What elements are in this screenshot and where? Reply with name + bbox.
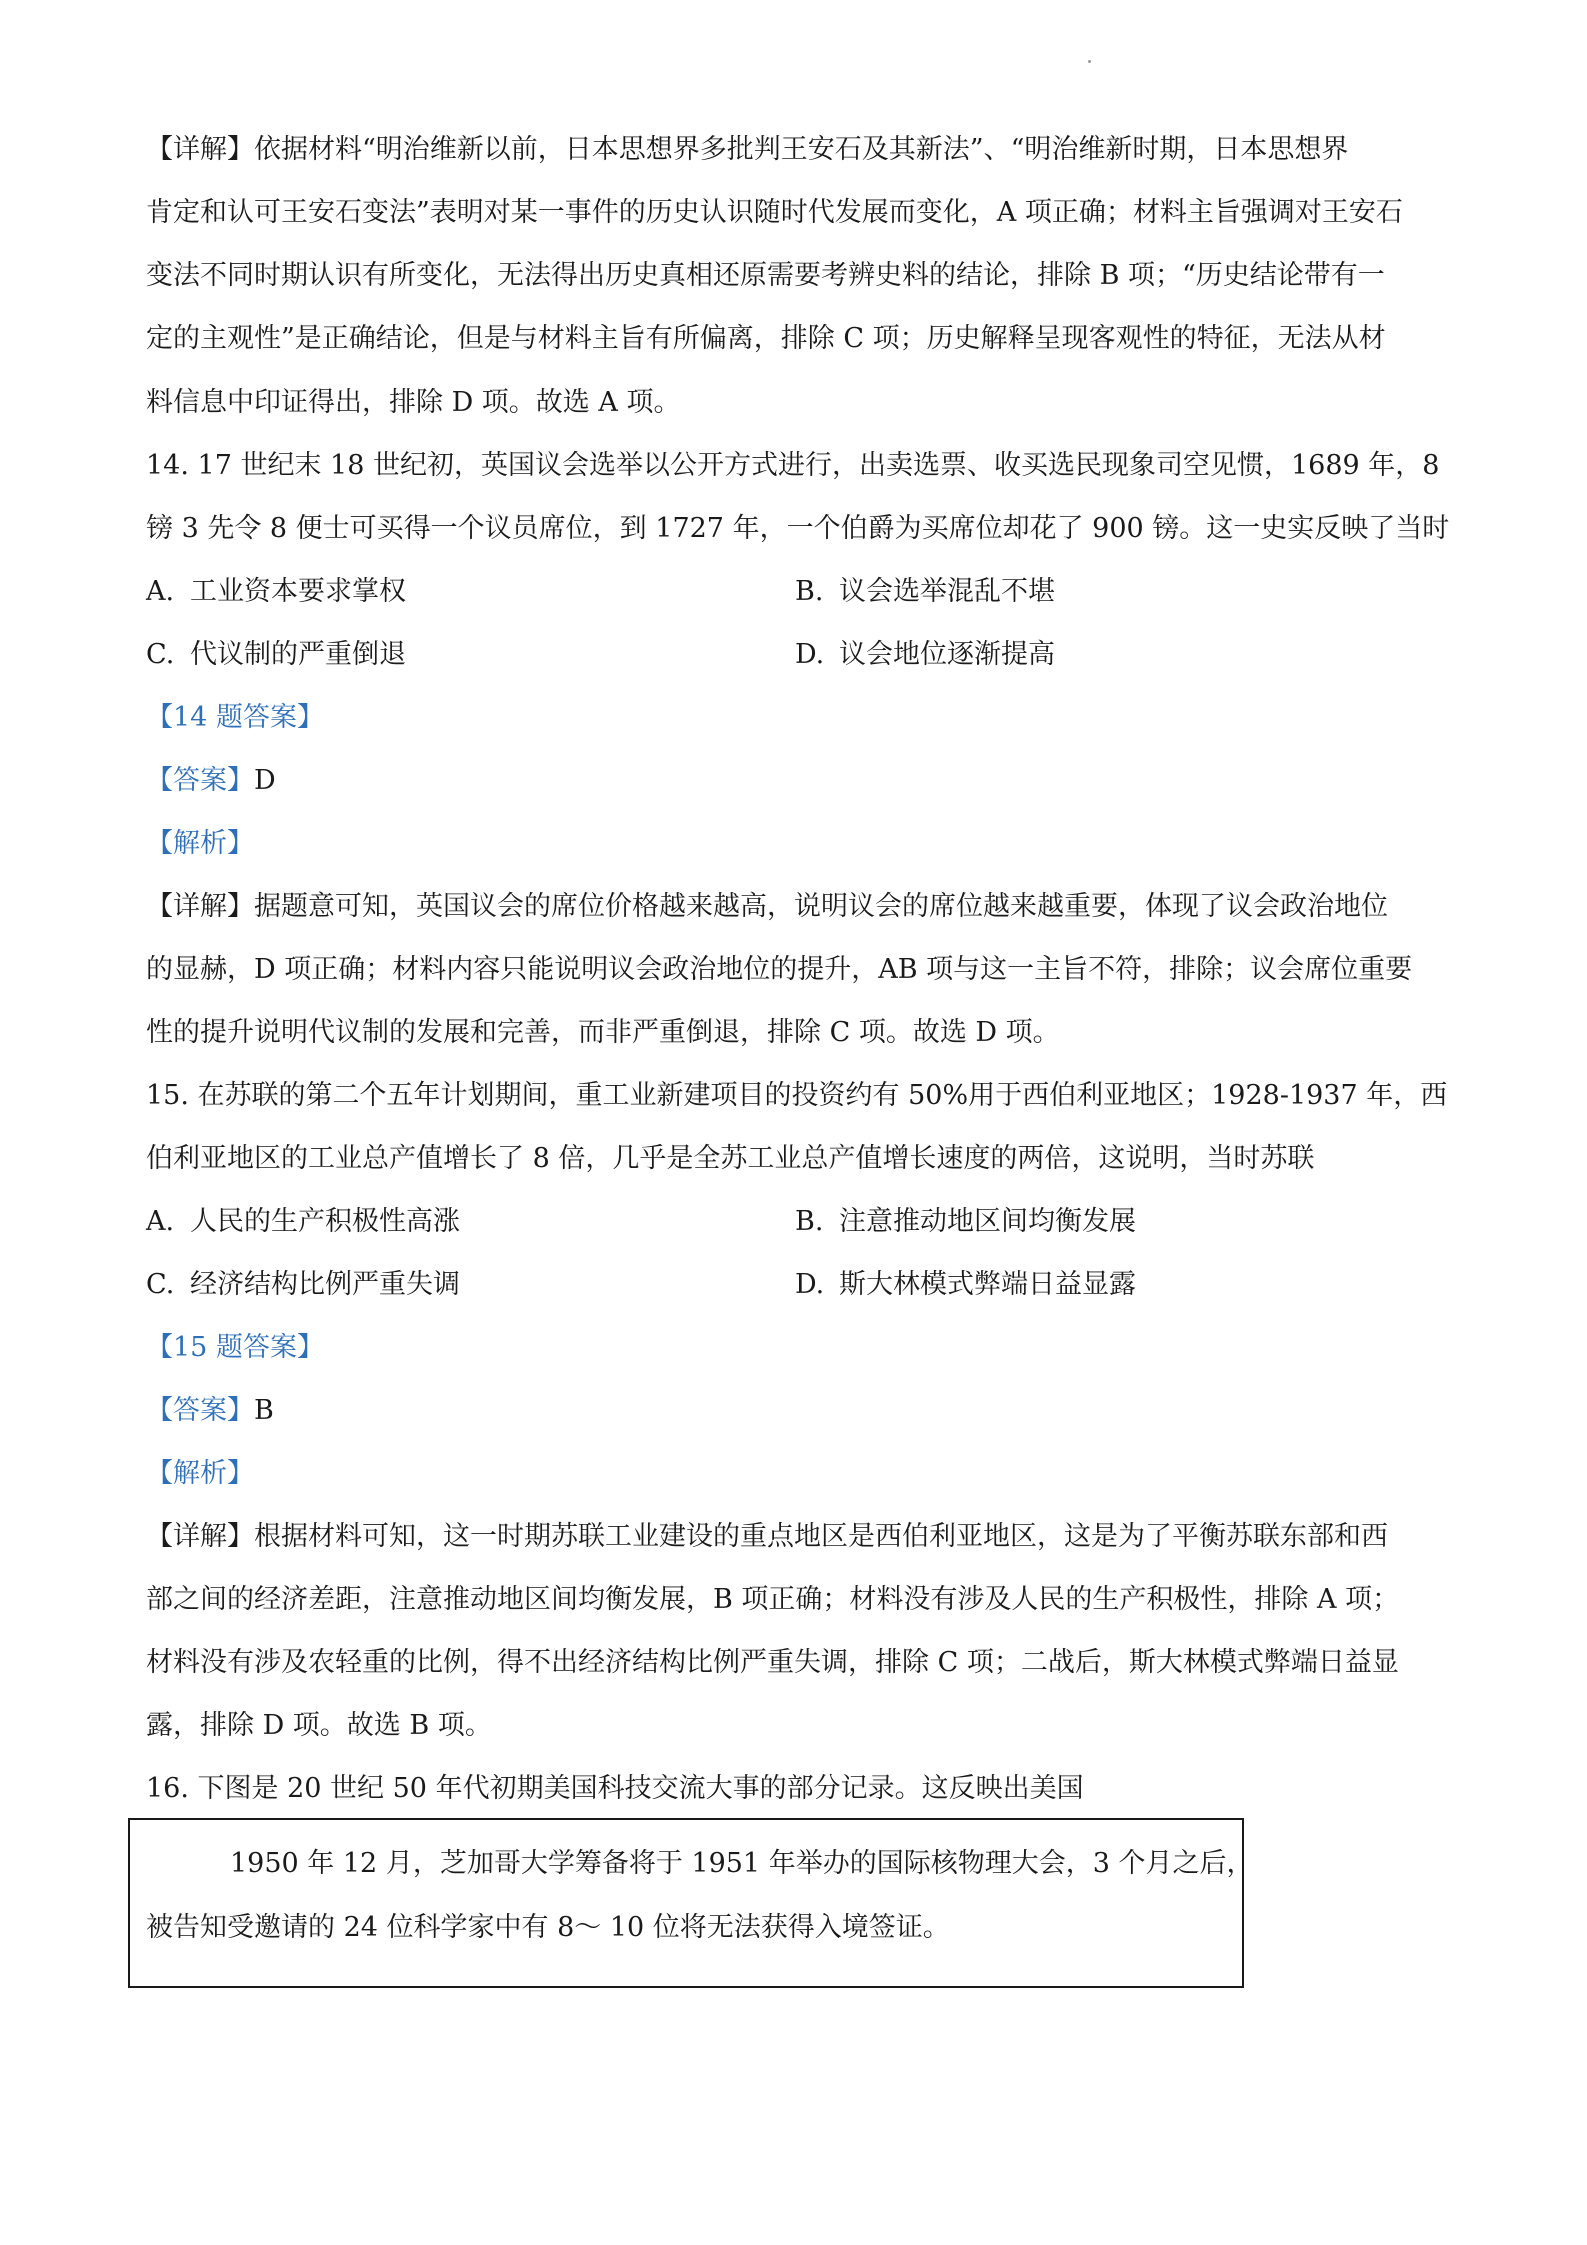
q15-stem-line: 伯利亚地区的工业总产值增长了 8 倍，几乎是全苏工业总产值增长速度的两倍，这说明，当时苏联 bbox=[146, 1143, 1315, 1174]
q13-explain-line: 肯定和认可王安石变法”表明对某一事件的历史认识随时代发展而变化，A 项正确；材料主旨强调对王安石 bbox=[146, 197, 1403, 228]
q14-answer bbox=[146, 761, 1456, 801]
q13-explain-line: 【详解】依据材料“明治维新以前，日本思想界多批判王安石及其新法”、“明治维新时期，日本思想界 bbox=[146, 134, 1349, 165]
answer-value: B bbox=[254, 1395, 274, 1426]
q16-material-box bbox=[128, 1818, 1254, 1988]
q13-explain-line: 料信息中印证得出，排除 D 项。故选 A 项。 bbox=[146, 387, 681, 418]
q15-explain-line: 部之间的经济差距，注意推动地区间均衡发展，B 项正确；材料没有涉及人民的生产积极性，排除 A 项； bbox=[146, 1584, 1400, 1615]
q15-answer bbox=[146, 1391, 1456, 1431]
q14-option-c: C. 代议制的严重倒退 bbox=[146, 639, 406, 670]
q14-stem-line: 镑 3 先令 8 便士可买得一个议员席位，到 1727 年，一个伯爵为买席位却花了 900 镑。这一史实反映了当时 bbox=[146, 513, 1450, 544]
q16-box-line: 1950 年 12 月，芝加哥大学筹备将于 1951 年举办的国际核物理大会，3 个月之后， bbox=[230, 1848, 1254, 1879]
q14-explain-line: 性的提升说明代议制的发展和完善，而非严重倒退，排除 C 项。故选 D 项。 bbox=[146, 1017, 1060, 1048]
answer-label: 【答案】 bbox=[146, 1395, 254, 1426]
q14-explain-line: 的显赫，D 项正确；材料内容只能说明议会政治地位的提升，AB 项与这一主旨不符，排除；议会席位重要 bbox=[146, 954, 1413, 985]
q15-option-c: C. 经济结构比例严重失调 bbox=[146, 1269, 460, 1300]
q15-explain-line: 【详解】根据材料可知，这一时期苏联工业建设的重点地区是西伯利亚地区，这是为了平衡苏联东部和西 bbox=[146, 1521, 1388, 1552]
answer-value: D bbox=[254, 765, 276, 796]
q14-option-a: A. 工业资本要求掌权 bbox=[146, 576, 406, 607]
q15-answer-header: 【15 题答案】 bbox=[146, 1332, 324, 1363]
q13-explain-line: 变法不同时期认识有所变化，无法得出历史真相还原需要考辨史料的结论，排除 B 项；“历史结论带有一 bbox=[146, 260, 1385, 291]
q14-stem-line: 14. 17 世纪末 18 世纪初，英国议会选举以公开方式进行，出卖选票、收买选民现象司空见惯，1689 年，8 bbox=[146, 450, 1440, 481]
q14-analysis-label: 【解析】 bbox=[146, 828, 254, 859]
q16-stem: 16. 下图是 20 世纪 50 年代初期美国科技交流大事的部分记录。这反映出美国 bbox=[146, 1773, 1084, 1804]
q13-explain-line: 定的主观性”是正确结论，但是与材料主旨有所偏离，排除 C 项；历史解释呈现客观性的特征，无法从材 bbox=[146, 323, 1386, 354]
answer-label: 【答案】 bbox=[146, 765, 254, 796]
q14-option-d: D. 议会地位逐渐提高 bbox=[795, 639, 1055, 670]
q16-box-line: 被告知受邀请的 24 位科学家中有 8～ 10 位将无法获得入境签证。 bbox=[146, 1912, 950, 1943]
q15-option-b: B. 注意推动地区间均衡发展 bbox=[795, 1206, 1136, 1237]
page-mark bbox=[1088, 60, 1091, 63]
q14-explain-line: 【详解】据题意可知，英国议会的席位价格越来越高，说明议会的席位越来越重要，体现了议会政治地位 bbox=[146, 891, 1388, 922]
q14-answer-header: 【14 题答案】 bbox=[146, 702, 324, 733]
q15-explain-line: 材料没有涉及农轻重的比例，得不出经济结构比例严重失调，排除 C 项；二战后，斯大林模式弊端日益显 bbox=[146, 1647, 1399, 1678]
q15-option-a: A. 人民的生产积极性高涨 bbox=[146, 1206, 460, 1237]
q15-analysis-label: 【解析】 bbox=[146, 1458, 254, 1489]
q14-option-b: B. 议会选举混乱不堪 bbox=[795, 576, 1055, 607]
q15-explain-line: 露，排除 D 项。故选 B 项。 bbox=[146, 1710, 492, 1741]
q15-stem-line: 15. 在苏联的第二个五年计划期间，重工业新建项目的投资约有 50%用于西伯利亚地区；1928-1937 年，西 bbox=[146, 1080, 1448, 1111]
q15-option-d: D. 斯大林模式弊端日益显露 bbox=[795, 1269, 1136, 1300]
